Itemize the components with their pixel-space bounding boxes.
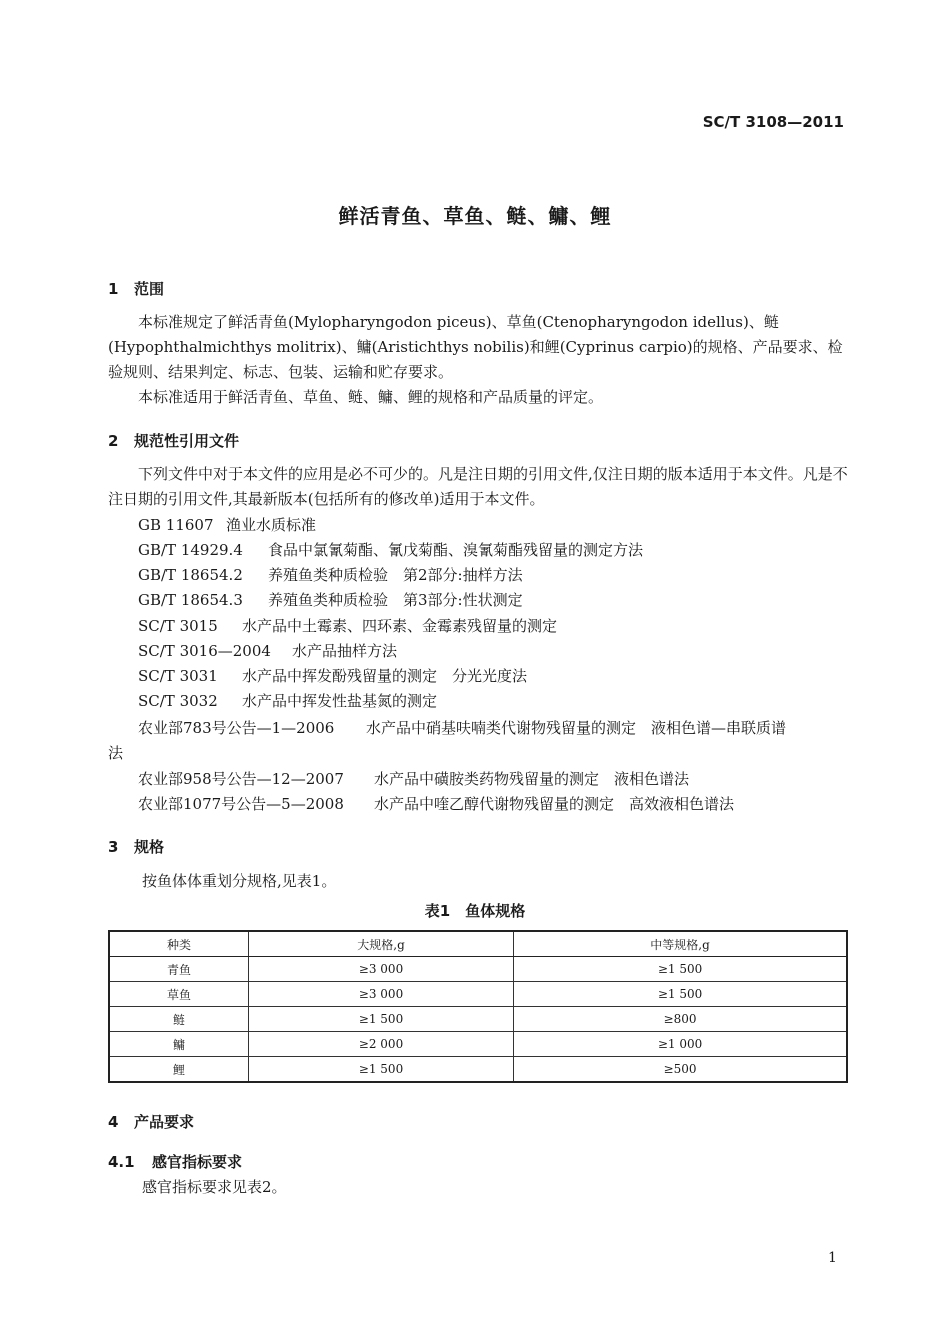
reference-title: 水产品中磺胺类药物残留量的测定 液相色谱法 (374, 770, 690, 788)
reference-code: 农业部783号公告—1—2006 (138, 719, 335, 737)
reference-code: SC/T 3031 (138, 667, 218, 685)
reference-item (138, 792, 734, 817)
table-cell: ≥1 500 (514, 957, 847, 982)
table-cell: 鲤 (109, 1057, 248, 1083)
section-1-heading (108, 278, 164, 299)
section-4-1-heading (108, 1151, 242, 1172)
reference-code: SC/T 3015 (138, 617, 218, 635)
table-cell: ≥800 (514, 1007, 847, 1032)
table-cell: 鲢 (109, 1007, 248, 1032)
table-cell: ≥1 000 (514, 1032, 847, 1057)
section-number: 2 (108, 432, 119, 450)
reference-code: 农业部1077号公告—5—2008 (138, 795, 344, 813)
section-1-paragraph-scope: 本标准规定了鲜活青鱼(Mylopharyngodon piceus)、草鱼(Ctenopharyngodon idellus)、鲢(Hypophthalmichthys molitrix)、鳙(Aristichthys nobilis)和鲤(Cyprinus carpio)的规格、产品要求、检验规则、结果判定、标志、包装、运输和贮存要求。 (108, 313, 843, 381)
section-1-paragraph-applicability: 本标准适用于鲜活青鱼、草鱼、鲢、鳙、鲤的规格和产品质量的评定。 (138, 388, 604, 406)
table-cell: ≥3 000 (248, 957, 513, 982)
table-row (109, 1057, 847, 1083)
table-cell: 青鱼 (109, 957, 248, 982)
reference-code: GB/T 18654.2 (138, 566, 243, 584)
reference-code: SC/T 3016—2004 (138, 642, 271, 660)
section-4-heading (108, 1111, 194, 1132)
reference-title: 养殖鱼类种质检验 第3部分:性状测定 (268, 591, 523, 609)
section-title: 范围 (134, 280, 165, 298)
reference-code: 农业部958号公告—12—2007 (138, 770, 344, 788)
table-row (109, 1007, 847, 1032)
reference-item (138, 538, 643, 563)
table-row (109, 957, 847, 982)
table-cell: ≥1 500 (248, 1007, 513, 1032)
table-cell: 鳙 (109, 1032, 248, 1057)
reference-code: GB/T 18654.3 (138, 591, 243, 609)
table-cell: ≥1 500 (248, 1057, 513, 1083)
reference-title: 水产品中硝基呋喃类代谢物残留量的测定 液相色谱—串联质谱 (366, 719, 787, 737)
reference-title: 水产品中喹乙醇代谢物残留量的测定 高效液相色谱法 (374, 795, 735, 813)
table-header-cell: 中等规格,g (514, 931, 847, 957)
reference-code: GB 11607 (138, 516, 214, 534)
section-number: 4 (108, 1113, 119, 1131)
subsection-number: 4.1 (108, 1153, 135, 1171)
section-title: 产品要求 (134, 1113, 195, 1131)
table-cell: ≥1 500 (514, 982, 847, 1007)
standard-code: SC/T 3108—2011 (702, 113, 844, 131)
table-cell: ≥2 000 (248, 1032, 513, 1057)
reference-title: 食品中氯氰菊酯、氰戊菊酯、溴氰菊酯残留量的测定方法 (268, 541, 644, 559)
reference-title: 渔业水质标准 (226, 516, 317, 534)
section-number: 1 (108, 280, 119, 298)
section-3-heading (108, 836, 164, 857)
reference-item (138, 664, 527, 689)
reference-continuation: 法 (108, 744, 124, 762)
reference-title: 养殖鱼类种质检验 第2部分:抽样方法 (268, 566, 523, 584)
section-3-text: 按鱼体体重划分规格,见表1。 (142, 872, 337, 890)
fish-spec-table (108, 930, 848, 1083)
reference-item (138, 716, 786, 741)
reference-item (138, 639, 397, 664)
subsection-title: 感官指标要求 (152, 1153, 243, 1171)
section-number: 3 (108, 838, 119, 856)
reference-title: 水产品抽样方法 (292, 642, 398, 660)
table-cell: 草鱼 (109, 982, 248, 1007)
reference-item (138, 588, 523, 613)
table-cell: ≥3 000 (248, 982, 513, 1007)
table-row (109, 982, 847, 1007)
section-2-intro: 下列文件中对于本文件的应用是必不可少的。凡是注日期的引用文件,仅注日期的版本适用于本文件。凡是不注日期的引用文件,其最新版本(包括所有的修改单)适用于本文件。 (108, 465, 848, 508)
reference-title: 水产品中挥发性盐基氮的测定 (242, 692, 438, 710)
reference-item (138, 563, 523, 588)
section-4-1-text: 感官指标要求见表2。 (142, 1178, 287, 1196)
table-header-cell: 大规格,g (248, 931, 513, 957)
reference-item (138, 614, 557, 639)
reference-code: SC/T 3032 (138, 692, 218, 710)
table-cell: ≥500 (514, 1057, 847, 1083)
table-caption: 表1 鱼体规格 (424, 902, 526, 920)
page-number: 1 (828, 1250, 837, 1266)
reference-item (138, 513, 316, 538)
reference-item (138, 767, 689, 792)
section-2-heading (108, 430, 239, 451)
reference-title: 水产品中挥发酚残留量的测定 分光光度法 (242, 667, 528, 685)
table-row (109, 1032, 847, 1057)
reference-code: GB/T 14929.4 (138, 541, 243, 559)
section-title: 规范性引用文件 (134, 432, 240, 450)
reference-item (138, 689, 437, 714)
table-header-cell: 种类 (109, 931, 248, 957)
section-title: 规格 (134, 838, 165, 856)
table-header-row (109, 931, 847, 957)
reference-title: 水产品中土霉素、四环素、金霉素残留量的测定 (242, 617, 558, 635)
document-title: 鲜活青鱼、草鱼、鲢、鳙、鲤 (338, 204, 612, 228)
